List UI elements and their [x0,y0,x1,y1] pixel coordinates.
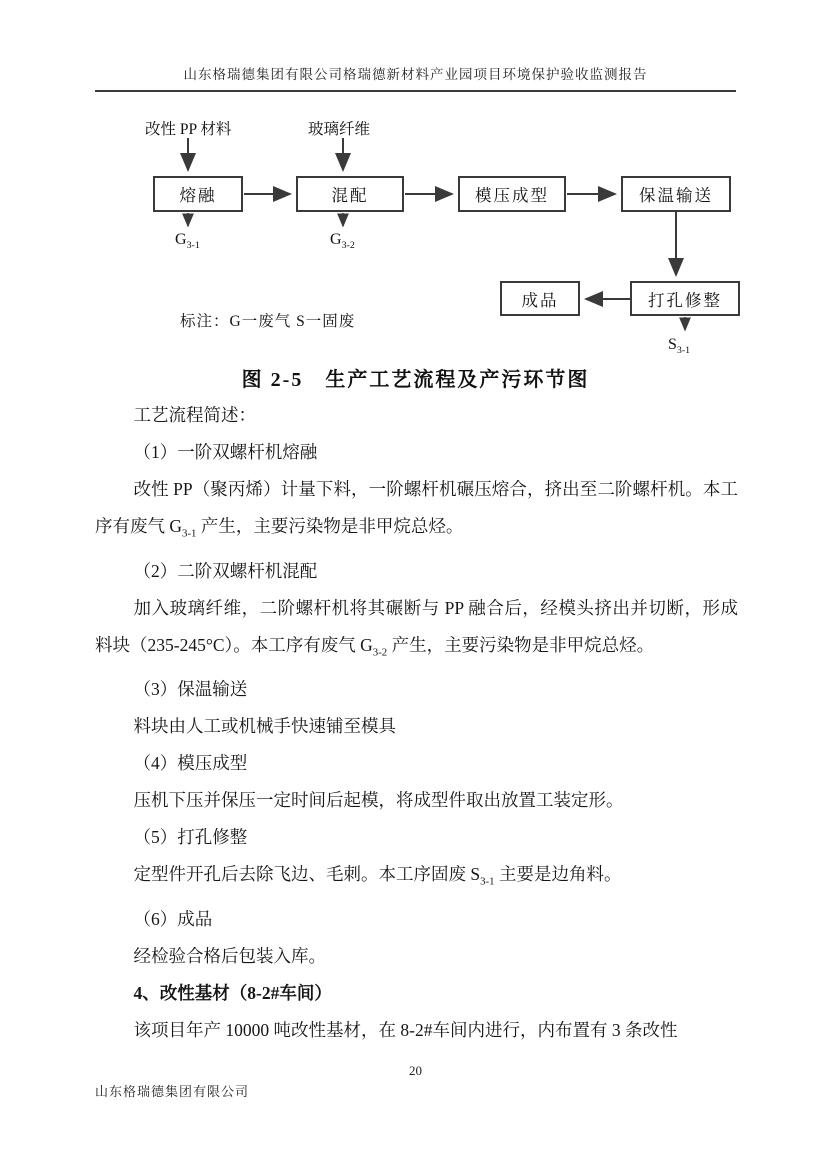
paragraph: 4、改性基材（8-2#车间） [133,982,332,1003]
header-title: 山东格瑞德集团有限公司格瑞德新材料产业园项目环境保护验收监测报告 [183,67,648,82]
paragraph: （4）模压成型 [133,753,248,773]
flow-box-mixing [296,176,404,212]
input-label-glass-fiber: 玻璃纤维 [308,121,371,138]
input-label-pp-material: 改性 PP 材料 [145,121,232,138]
paragraph: （1）一阶双螺杆机熔融 [133,442,318,462]
paragraph: 该项目年产 10000 吨改性基材，在 8-2#车间内进行，内布置有 3 条改性 [133,1019,678,1040]
paragraph: （3）保温输送 [133,679,248,699]
figure-caption: 图 2-5 生产工艺流程及产污环节图 [241,369,590,391]
flow-box-compression-molding [458,176,566,212]
flow-box-label: 打孔修整 [648,290,722,310]
flow-box-label: 混配 [331,186,369,205]
flow-box-label: 成品 [521,290,559,310]
body-paragraphs [95,397,738,1049]
paragraph: 经检验合格后包装入库。 [133,945,326,966]
flow-box-punch-trim [630,281,740,316]
paragraph: （6）成品 [133,908,213,929]
paragraph: 料块由人工或机械手快速铺至模具 [133,716,396,736]
flow-box-label: 熔融 [179,186,217,205]
flow-connectors [0,112,827,364]
footer-company: 山东格瑞德集团有限公司 [95,1084,250,1099]
paragraph: 改性 PP（聚丙烯）计量下料，一阶螺杆机碾压熔合，挤出至二阶螺杆机。本工序有废气 $G_{3-1}$ 产生，主要污染物是非甲烷总烃。 [95,479,738,540]
paragraph: 工艺流程简述： [133,405,256,425]
paragraph: 加入玻璃纤维，二阶螺杆机将其碾断与 PP 融合后，经模头挤出并切断，形成料块（235-245°C）。本工序有废气 $G_{3-2}$ 产生，主要污染物是非甲烷总烃。 [95,597,738,658]
flow-box-heat-preserving-transfer [621,176,731,212]
emission-label-g3-2: $G_{3-2}$ [330,231,355,252]
paragraph: 定型件开孔后去除飞边、毛刺。本工序固废 $S_{3-1}$ 主要是边角料。 [133,864,622,888]
page-header [95,63,736,92]
paragraph: 压机下压并保压一定时间后起模，将成型件取出放置工装定形。 [133,790,624,810]
flow-box-label: 模压成型 [475,186,549,205]
flow-box-label: 保温输送 [639,186,713,205]
emission-label-s3-1: $S_{3-1}$ [668,336,691,357]
flow-box-melting [153,176,243,212]
legend-note: 标注：G一废气 S一固废 [180,313,356,330]
paragraph: （5）打孔修整 [133,827,248,847]
page-number: 20 [409,1063,422,1078]
emission-label-g3-1: $G_{3-1}$ [175,231,200,252]
flow-box-finished-product [500,281,580,316]
process-flow-diagram [0,112,827,364]
paragraph: （2）二阶双螺杆机混配 [133,560,318,581]
